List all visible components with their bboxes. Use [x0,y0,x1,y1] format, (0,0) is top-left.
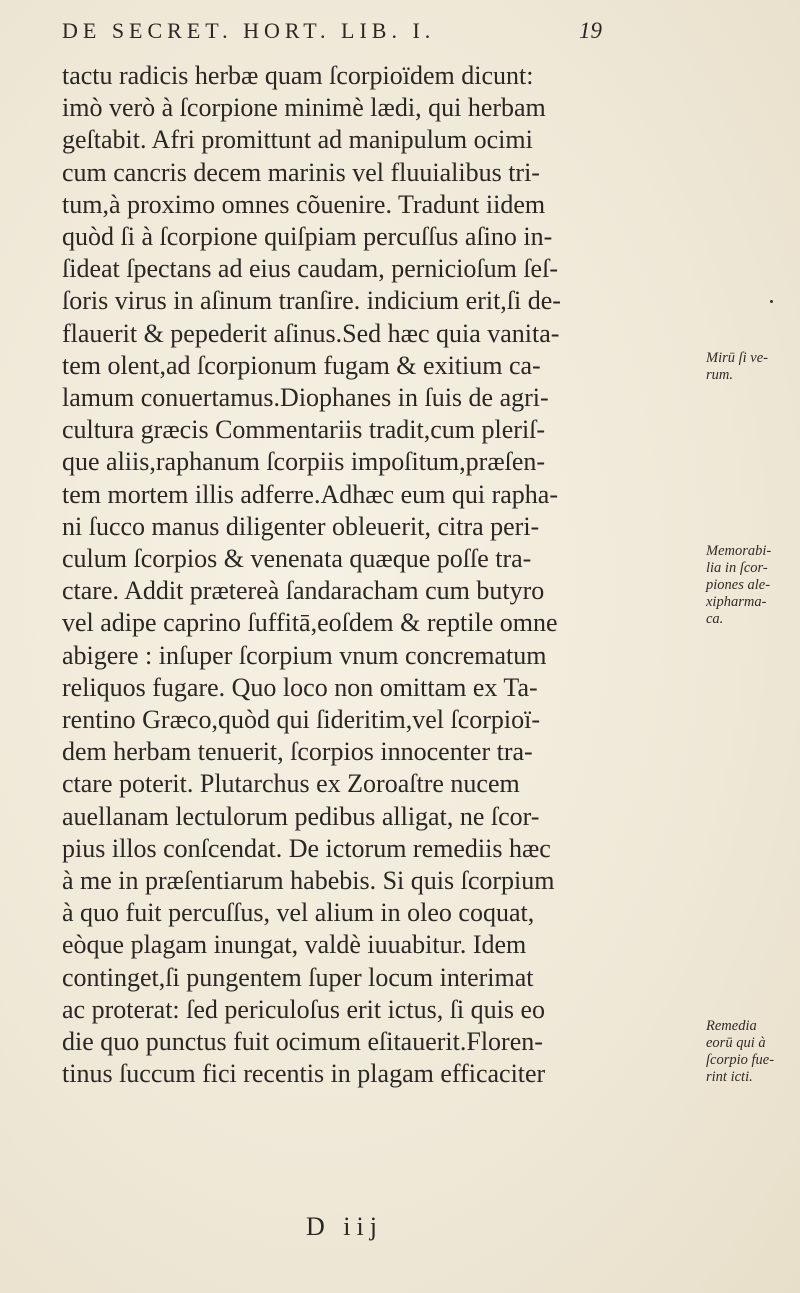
margin-note-line: Remedia [706,1018,757,1034]
text-line: lamum conuertamus.Diophanes in ſuis de agri- [62,383,549,413]
margin-note-line: eorū qui à [706,1035,766,1051]
text-line: que aliis,raphanum ſcorpiis impoſitum,præſen- [62,447,546,477]
margin-note-line: lia in ſcor- [706,560,768,576]
text-line: auellanam lectulorum pedibus alligat, ne ſcor- [62,801,540,831]
text-line: ac proterat: ſed periculoſus erit ictus, ſi quis eo [62,994,546,1024]
margin-note-line: rint icti. [706,1069,753,1085]
text-line: geſtabit. Afri promittunt ad manipulum ocimi [62,125,533,155]
text-line: culum ſcorpios & venenata quæque poſſe tra- [62,544,532,574]
margin-note-line: piones ale- [706,577,771,593]
text-line: cultura græcis Commentariis tradit,cum pleriſ- [62,415,546,445]
text-line: flauerit & pepederit aſinus.Sed hæc quia vanita- [62,318,560,348]
text-line: rentino Græco,quòd qui ſideritim,vel ſcorpioï- [62,705,541,735]
text-line: ctare. Addit prætereà ſandaracham cum butyro [62,576,545,606]
margin-note-mirum [706,350,798,384]
text-line: continget,ſi pungentem ſuper locum interimat [62,962,534,992]
page-number: 19 [579,18,602,43]
text-line: eòque plagam inungat, valdè iuuabitur. Idem [62,930,527,960]
text-line: tum,à proximo omnes cõuenire. Tradunt iidem [62,189,546,219]
signature-mark: D iij [306,1212,383,1241]
text-line: pius illos conſcendat. De ictorum remediis hæc [62,833,551,863]
text-line: ſoris virus in aſinum tranſire. indicium erit,ſi de- [62,286,561,316]
running-head [62,18,602,44]
text-line: die quo punctus fuit ocimum eſitauerit.Floren- [62,1027,543,1057]
text-line: tem mortem illis adferre.Adhæc eum qui rapha- [62,479,559,509]
text-line: cum cancris decem marinis vel fluuialibus tri- [62,157,540,187]
margin-note-line: Memorabi- [706,543,772,559]
margin-note-memorabilia [706,543,798,628]
text-line: ctare poterit. Plutarchus ex Zoroaſtre nucem [62,769,520,799]
text-line: tactu radicis herbæ quam ſcorpioïdem dicunt: [62,61,534,90]
running-head-title: DE SECRET. HORT. LIB. I. [62,18,436,43]
margin-note-line: ſcorpio fue- [706,1052,775,1068]
text-line: dem herbam tenuerit, ſcorpios innocenter tra- [62,737,533,767]
margin-note-line: rum. [706,367,733,383]
text-line: à me in præſentiarum habebis. Si quis ſcorpium [62,866,555,896]
text-line: imò verò à ſcorpione minimè lædi, qui herbam [62,93,546,123]
text-line: vel adipe caprino ſuffitā,eoſdem & reptile omne [62,608,558,638]
margin-note-remedia [706,1018,798,1086]
margin-note-line: ca. [706,611,724,627]
margin-note-line: xipharma- [706,594,767,610]
text-line: tem olent,ad ſcorpionum fugam & exitium ca- [62,350,541,380]
ink-speck [770,300,773,303]
text-line: quòd ſi à ſcorpione quiſpiam percuſſus aſino in- [62,222,553,252]
body-text [62,60,722,1091]
text-line: à quo fuit percuſſus, vel alium in oleo coquat, [62,898,535,928]
text-line: tinus ſuccum fici recentis in plagam efficaciter [62,1059,546,1089]
margin-note-line: Mirū ſi ve- [706,350,769,366]
text-line: abigere : inſuper ſcorpium vnum concrematum [62,640,547,670]
text-line: ſideat ſpectans ad eius caudam, pernicioſum ſeſ- [62,254,558,284]
text-line: reliquos fugare. Quo loco non omittam ex Ta- [62,672,538,702]
text-line: ni ſucco manus diligenter obleuerit, citra peri- [62,511,540,541]
